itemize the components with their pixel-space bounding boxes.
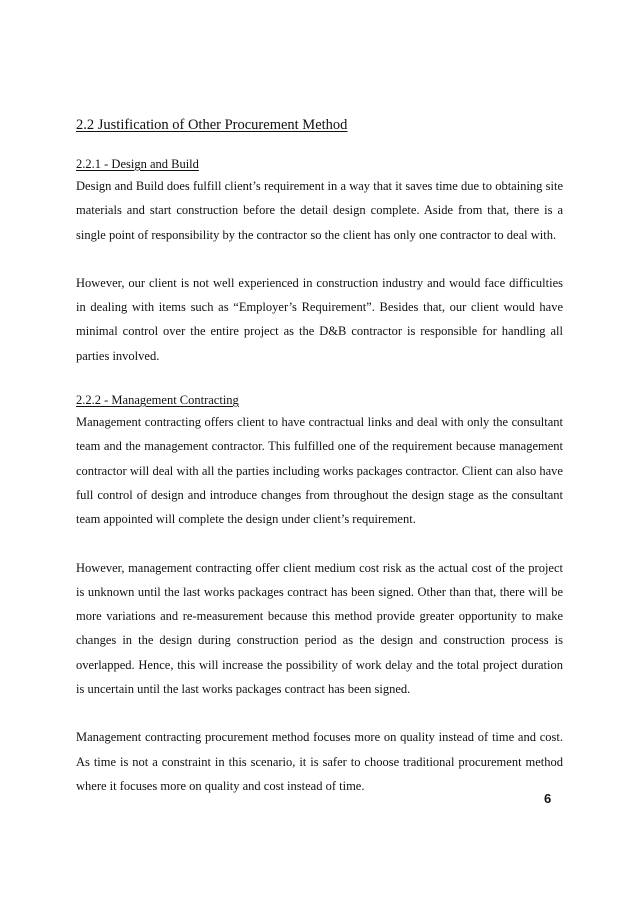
paragraph-design-and-build-2: However, our client is not well experienced in construction industry and would face difficulties in dealing with items such as “Employer’s Requirement”. Besides that, our client would have minimal control over the entire project as the D&B contractor is responsible for handling all parties involved.	[76, 275, 563, 363]
section-title: 2.2 Justification of Other Procurement Method	[76, 117, 348, 133]
paragraph-management-contracting-3: Management contracting procurement method focuses more on quality instead of time and cost. As time is not a constraint in this scenario, it is safer to choose traditional procurement method where it focuses more on quality and cost instead of time.	[76, 730, 563, 793]
paragraph-management-contracting-1: Management contracting offers client to have contractual links and deal with only the consultant team and the management contractor. This fulfilled one of the requirement because management contractor will deal with all the parties including works packages contractor. Client can also have full control of design and introduce changes from throughout the design stage as the consultant team appointed will complete the design under client’s requirement.	[76, 415, 563, 527]
paragraph-management-contracting-2: However, management contracting offer client medium cost risk as the actual cost of the project is unknown until the last works packages contract has been signed. Other than that, there will be more variations and re-measurement because this method provide greater opportunity to make changes in the design during construction period as the design and construction process is overlapped. Hence, this will increase the possibility of work delay and the total project duration is uncertain until the last works packages contract has been signed.	[76, 560, 563, 697]
subsection-title-design-and-build: 2.2.1 - Design and Build	[76, 157, 199, 171]
page-number: 6	[544, 791, 552, 806]
page-content	[76, 116, 563, 798]
subsection-title-management-contracting: 2.2.2 - Management Contracting	[76, 393, 239, 408]
paragraph-design-and-build-1: Design and Build does fulfill client’s requirement in a way that it saves time due to obtaining site materials and start construction before the detail design complete. Aside from that, there is a single point of responsibility by the contractor so the client has only one contractor to deal with.	[76, 179, 563, 242]
